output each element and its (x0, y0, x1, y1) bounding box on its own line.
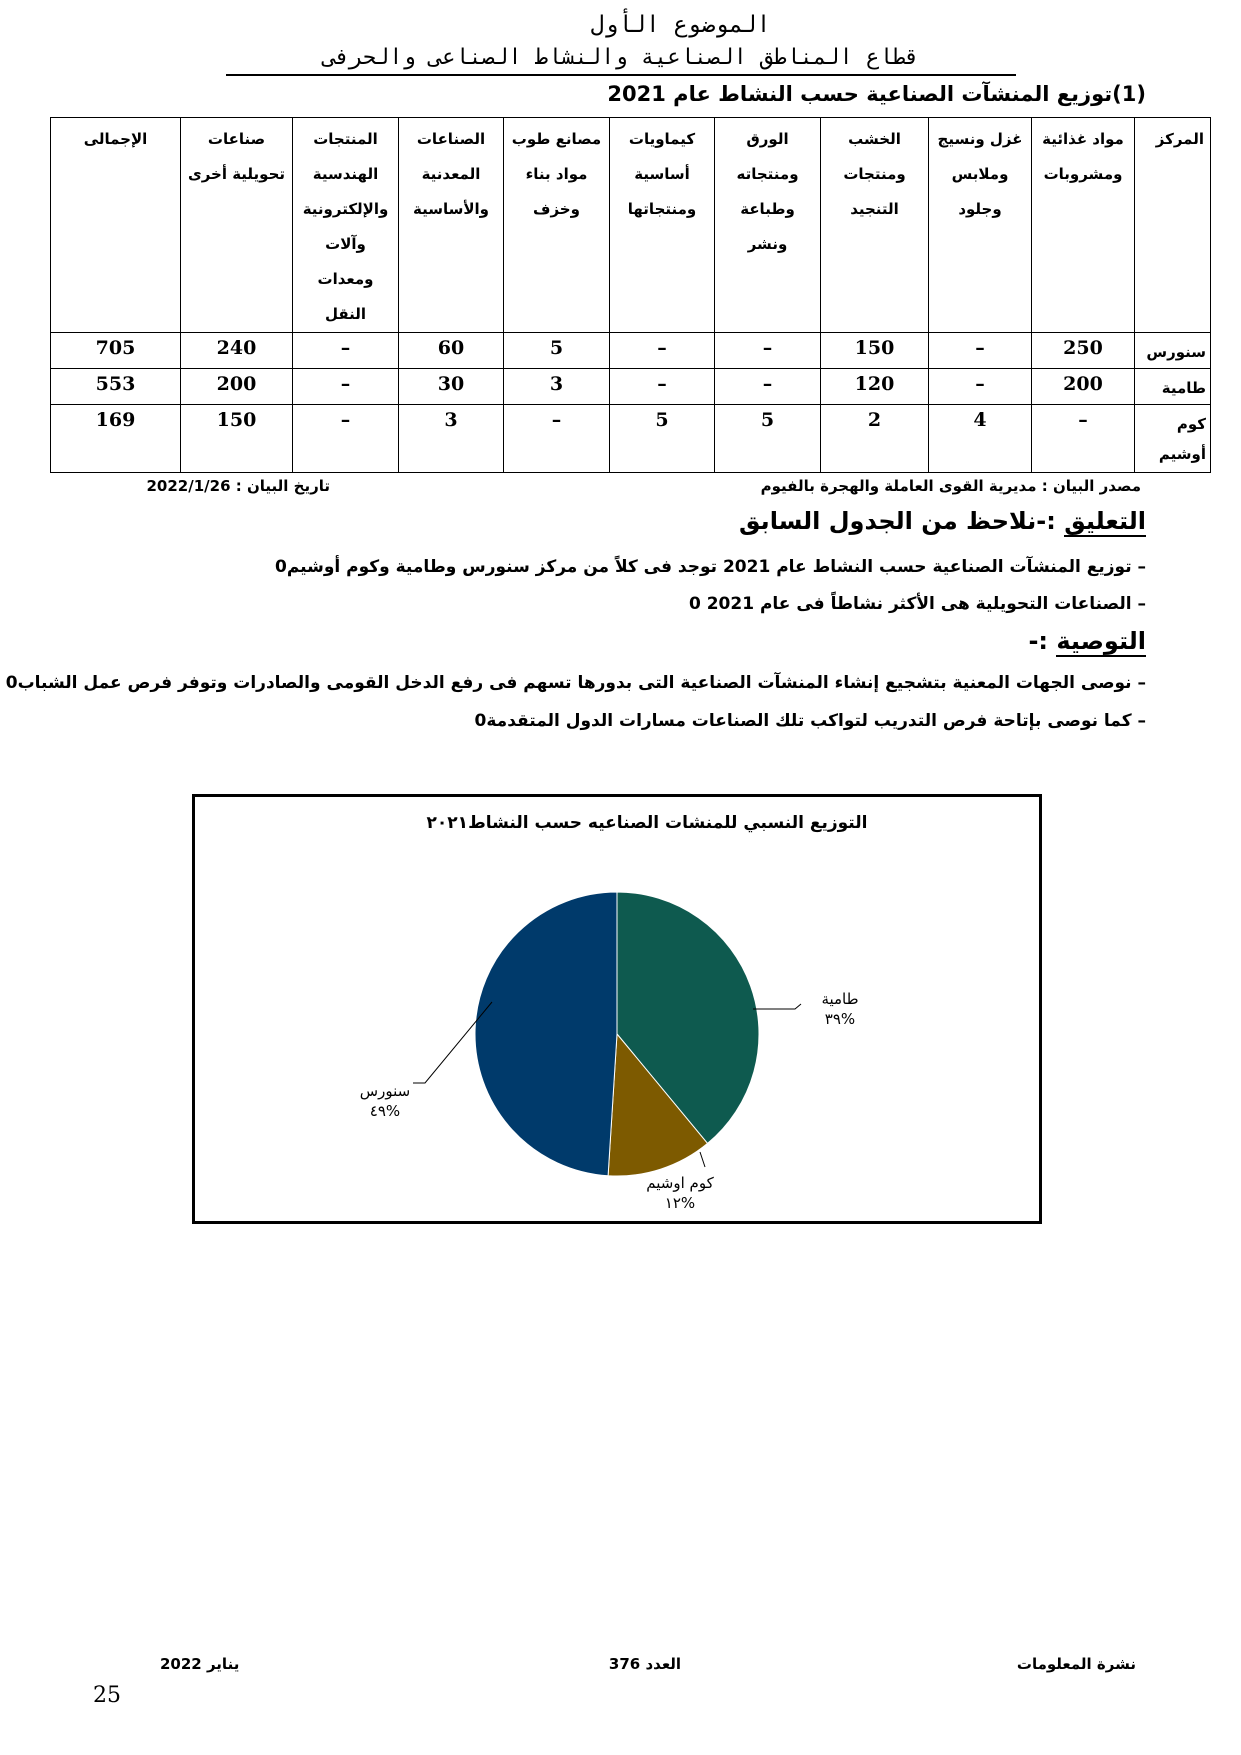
column-header: المركز (1135, 118, 1211, 333)
recommendation-suffix: :- (1028, 627, 1049, 655)
table-cell: 200 (1032, 369, 1135, 405)
table-cell: 150 (821, 333, 929, 369)
table-cell: – (504, 405, 610, 473)
table-cell: – (610, 333, 715, 369)
comment-item: – الصناعات التحويلية هى الأكثر نشاطاً فى عام 2021 0 (688, 594, 1146, 614)
table-cell: – (293, 369, 399, 405)
table-cell: 120 (821, 369, 929, 405)
table-cell: 3 (399, 405, 504, 473)
table-title: (1)توزيع المنشآت الصناعية حسب النشاط عام 2021 (607, 82, 1146, 106)
leader-line-tamia (753, 1004, 801, 1009)
table-cell: 5 (504, 333, 610, 369)
table-cell: 5 (715, 405, 821, 473)
slice-label-name: كوم اوشيم (646, 1174, 714, 1192)
comment-item: – توزيع المنشآت الصناعية حسب النشاط عام 2021 توجد فى كلاً من مركز سنورس وطامية وكوم أوشيم0 (274, 557, 1146, 577)
chart-title: التوزيع النسبي للمنشات الصناعيه حسب النشاط٢٠٢١ (426, 813, 868, 833)
column-header: كيماويات أساسية ومنتجاتها (610, 118, 715, 333)
pie-chart (195, 797, 1039, 1221)
slice-label-name: سنورس (359, 1082, 411, 1100)
leader-line-kom-oshim (700, 1152, 705, 1167)
column-header: مصانع طوب مواد بناء وخزف (504, 118, 610, 333)
footer-month: يناير 2022 (160, 1655, 240, 1673)
table-cell: 553 (51, 369, 181, 405)
slice-label-percent: %٤٩ (369, 1102, 401, 1120)
column-header: الخشب ومنتجات التنجيد (821, 118, 929, 333)
page-number: 25 (93, 1683, 121, 1708)
table-cell: 3 (504, 369, 610, 405)
column-header: مواد غذائية ومشروبات (1032, 118, 1135, 333)
table-cell: 2 (821, 405, 929, 473)
slice-label-kom-oshim (630, 1173, 730, 1213)
recommendation-heading (1028, 627, 1146, 655)
column-header: الورق ومنتجاته وطباعة ونشر (715, 118, 821, 333)
row-label: سنورس (1135, 333, 1211, 369)
row-label: طامية (1135, 369, 1211, 405)
table-cell: 150 (181, 405, 293, 473)
table-cell: – (715, 369, 821, 405)
recommendation-item: – كما نوصى بإتاحة فرص التدريب لتواكب تلك الصناعات مسارات الدول المتقدمة0 (474, 711, 1146, 731)
slice-label-percent: %١٢ (664, 1194, 696, 1212)
table-cell: 705 (51, 333, 181, 369)
comment-title: التعليق (1064, 507, 1146, 535)
comment-subtitle: :-نلاحظ من الجدول السابق (739, 507, 1056, 535)
slice-label-sinnuris (345, 1081, 425, 1121)
footer-issue: العدد 376 (608, 1655, 682, 1673)
table-cell: – (929, 369, 1032, 405)
table-cell: 4 (929, 405, 1032, 473)
pie-slice-sinnuris (475, 892, 617, 1176)
table-cell: – (293, 333, 399, 369)
data-source: مصدر البيان : مديرية القوى العاملة والهجرة بالفيوم (760, 477, 1141, 495)
column-header: صناعات تحويلية أخرى (181, 118, 293, 333)
column-header: الصناعات المعدنية والأساسية (399, 118, 504, 333)
section-title: قطاع المناطق الصناعية والنشاط الصناعى والحرفى (226, 44, 1016, 76)
topic-title: الموضوع الأول (590, 12, 771, 38)
column-header: غزل ونسيج وملابس وجلود (929, 118, 1032, 333)
recommendation-item: – نوصى الجهات المعنية بتشجيع إنشاء المنشآت الصناعية التى بدورها تسهم فى رفع الدخل القومى والصادرات وتوفر فرص عمل الشباب0 (5, 673, 1146, 693)
table-header-row (51, 118, 1211, 333)
table-cell: – (1032, 405, 1135, 473)
table-row (51, 333, 1211, 369)
footer-publication: نشرة المعلومات (1016, 1655, 1136, 1673)
slice-label-name: طامية (821, 990, 859, 1008)
table-cell: – (929, 333, 1032, 369)
comment-heading (739, 507, 1146, 535)
column-header: المنتجات الهندسية والإلكترونية وآلات ومعدات النقل (293, 118, 399, 333)
table-row (51, 369, 1211, 405)
slice-label-percent: %٣٩ (824, 1010, 856, 1028)
table-cell: 5 (610, 405, 715, 473)
table-cell: 60 (399, 333, 504, 369)
establishments-table (50, 117, 1211, 473)
table-cell: 169 (51, 405, 181, 473)
column-header: الإجمالى (51, 118, 181, 333)
pie-chart-frame (192, 794, 1042, 1224)
table-cell: 200 (181, 369, 293, 405)
data-date: تاريخ البيان : 2022/1/26 (146, 477, 330, 495)
recommendation-title: التوصية (1056, 627, 1146, 655)
row-label: كوم أوشيم (1135, 405, 1211, 473)
slice-label-tamia (800, 989, 880, 1029)
table-cell: 250 (1032, 333, 1135, 369)
table-cell: 240 (181, 333, 293, 369)
table-cell: – (293, 405, 399, 473)
table-cell: – (610, 369, 715, 405)
table-cell: 30 (399, 369, 504, 405)
table-row (51, 405, 1211, 473)
table-cell: – (715, 333, 821, 369)
